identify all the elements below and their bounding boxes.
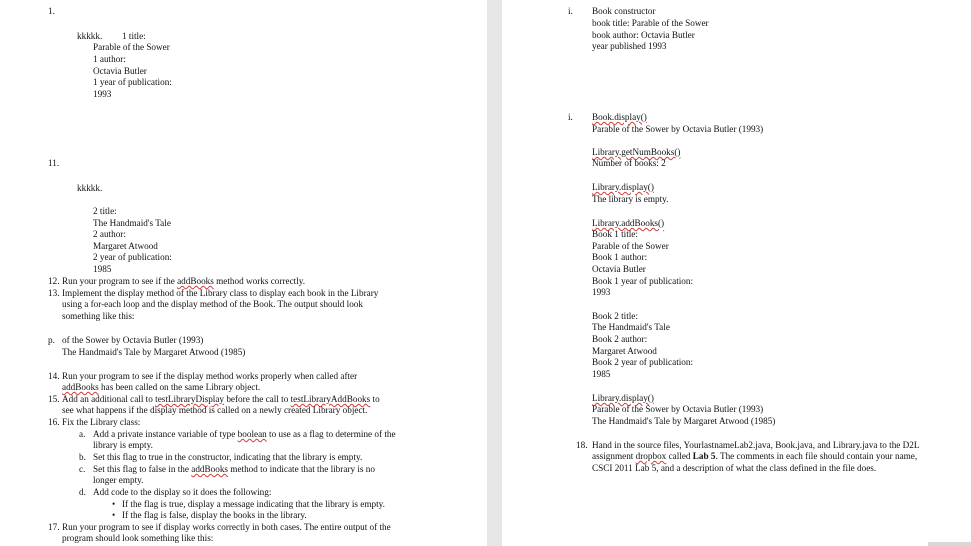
output-line: 1985 — [93, 264, 112, 274]
instruction-line: Run your program to see if display works correctly in both cases. The entire output of the — [62, 522, 391, 532]
output-line: The Handmaid's Tale — [592, 322, 670, 332]
instruction-line: Add code to the display so it does the following: — [93, 487, 272, 497]
list-marker: i. — [568, 6, 573, 16]
method-call: Book.display() — [592, 112, 647, 122]
output-line: year published 1993 — [592, 41, 667, 51]
output-line: Parable of the Sower by Octavia Butler (1993) — [592, 404, 764, 414]
output-line: Book 2 year of publication: — [592, 357, 694, 367]
method-call: Library.display() — [592, 182, 654, 192]
lab-name: Lab 5 — [692, 451, 716, 461]
output-line: Margaret Atwood — [592, 346, 657, 356]
output-line: Octavia Butler — [93, 66, 147, 76]
right-document-page — [502, 0, 971, 546]
output-line: 1 year of publication: — [93, 77, 172, 87]
method-call: Library.getNumBooks() — [592, 147, 681, 157]
list-marker: 17. — [48, 522, 60, 532]
list-marker: p. — [48, 335, 55, 345]
output-line: 1993 — [93, 89, 112, 99]
output-line: 2 year of publication: — [93, 252, 172, 262]
instruction-line: Run your program to see if the display method works properly when called after — [62, 371, 358, 381]
instruction-line: Set this flag to false in the addBooks method to indicate that the library is no — [93, 464, 375, 474]
output-line: Book 1 year of publication: — [592, 276, 694, 286]
output-line: The Handmaid's Tale by Margaret Atwood (1985) — [592, 416, 776, 426]
output-line: Parable of the Sower — [93, 42, 170, 52]
output-line: Margaret Atwood — [93, 241, 158, 251]
output-line: 1985 — [592, 369, 611, 379]
output-line: Parable of the Sower — [592, 241, 669, 251]
instruction-line: Add a private instance variable of type boolean to use as a flag to determine of the — [93, 429, 396, 439]
instruction-line: using a for-each loop and the display method of the Book. The output should look — [62, 299, 363, 309]
instruction-line: Add an additional call to testLibraryDisplay before the call to testLibraryAddBooks to — [62, 394, 380, 404]
bullet-icon: • — [112, 510, 116, 520]
output-line: Book 2 author: — [592, 334, 648, 344]
output-line: The Handmaid's Tale by Margaret Atwood (1985) — [62, 347, 246, 357]
list-marker: i. — [568, 112, 573, 122]
output-line: book author: Octavia Butler — [592, 30, 695, 40]
output-line: Number of books: 2 — [592, 158, 666, 168]
list-marker: 11. — [48, 158, 60, 168]
output-line: The Handmaid's Tale — [93, 218, 171, 228]
instruction-12: Run your program to see if the addBooks method works correctly. — [62, 276, 306, 286]
output-line: Book 1 title: — [592, 229, 638, 239]
dropbox-word: dropbox — [635, 451, 667, 461]
output-line: Parable of the Sower by Octavia Butler (1993) — [592, 124, 764, 134]
list-marker: 1. — [48, 6, 55, 16]
output-line: 1 title: — [122, 31, 146, 41]
instruction-line: program should look something like this: — [62, 533, 214, 543]
instruction-line: Set this flag to true in the constructor, indicating that the library is empty. — [93, 452, 363, 462]
output-kkkkk: kkkkk. — [77, 31, 103, 41]
output-line: of the Sower by Octavia Butler (1993) — [62, 335, 204, 345]
method-name: testLibraryAddBooks — [290, 394, 371, 404]
bullet-icon: • — [112, 499, 116, 509]
output-line: Book 2 title: — [592, 311, 638, 321]
instruction-line: something like this: — [62, 311, 135, 321]
instruction-line: Implement the display method of the Library class to display each book in the Library — [62, 288, 379, 298]
method-name: addBooks — [191, 464, 228, 474]
list-marker: 18. — [576, 440, 588, 450]
scrollbar-fragment[interactable] — [928, 542, 971, 546]
list-marker: 16. — [48, 417, 60, 427]
instruction-line: library is empty. — [93, 440, 153, 450]
instruction-line: assignment dropbox called Lab 5. The comments in each file should contain your name, — [592, 451, 918, 461]
instruction-line: Hand in the source files, YourlastnameLab2.java, Book.java, and Library.java to the D2L — [592, 440, 920, 450]
sub-marker: a. — [79, 429, 86, 439]
list-marker: 15. — [48, 394, 60, 404]
instruction-line: If the flag is false, display the books in the library. — [122, 510, 307, 520]
instruction-line: If the flag is true, display a message indicating that the library is empty. — [122, 499, 385, 509]
output-line: Book constructor — [592, 6, 656, 16]
method-name: addBooks — [62, 382, 99, 392]
output-line: 1 author: — [93, 54, 126, 64]
list-marker: 14. — [48, 371, 60, 381]
method-name: testLibraryDisplay — [155, 394, 225, 404]
page-gap — [487, 0, 502, 546]
instruction-line: addBooks has been called on the same Library object. — [62, 382, 261, 392]
list-marker: 13. — [48, 288, 60, 298]
method-call: Library.display() — [592, 393, 654, 403]
list-marker: 12. — [48, 276, 60, 286]
output-line: 2 author: — [93, 229, 126, 239]
instruction-line: CSCI 2011 Lab 5, and a description of what the class defined in the file does. — [592, 463, 877, 473]
output-line: 1993 — [592, 287, 611, 297]
output-line: The library is empty. — [592, 194, 669, 204]
output-line: book title: Parable of the Sower — [592, 18, 709, 28]
sub-marker: d. — [79, 487, 86, 497]
output-line: Book 1 author: — [592, 252, 648, 262]
instruction-line: longer empty. — [93, 475, 144, 485]
output-line: Octavia Butler — [592, 264, 646, 274]
type-name: boolean — [237, 429, 267, 439]
output-kkkkk: kkkkk. — [77, 183, 103, 193]
instruction-line: see what happens if the display method is called on a newly created Library object. — [62, 405, 368, 415]
sub-marker: c. — [79, 464, 86, 474]
method-name: addBooks — [177, 276, 214, 286]
method-call: Library.addBooks() — [592, 218, 665, 228]
instruction-line: Fix the Library class: — [62, 417, 141, 427]
output-line: 2 title: — [93, 206, 117, 216]
sub-marker: b. — [79, 452, 86, 462]
